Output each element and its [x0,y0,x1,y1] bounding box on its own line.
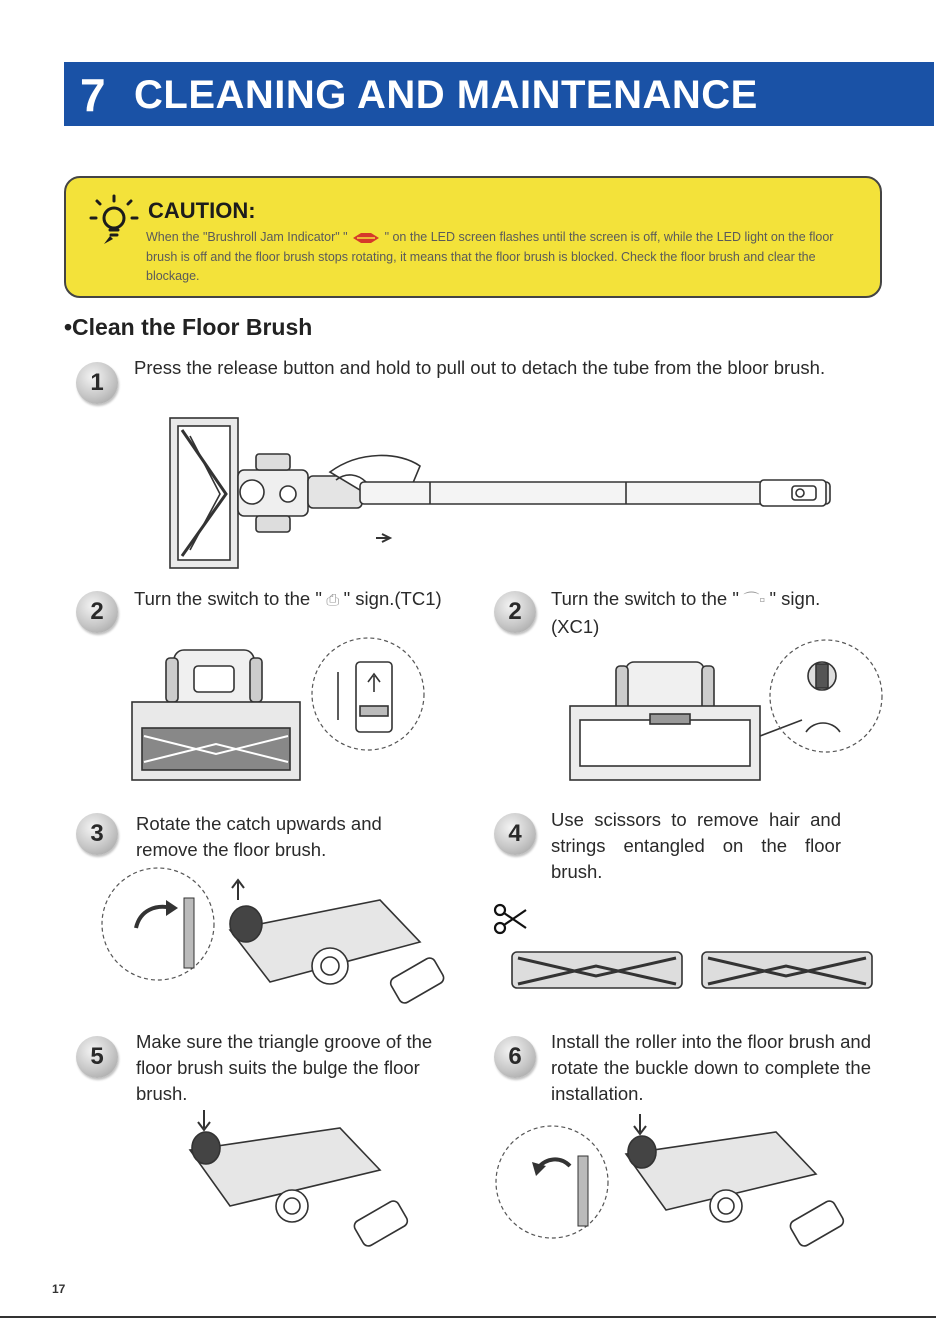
remove-floor-brush-illustration [100,870,460,1020]
step-badge-2-tc1: 2 [76,591,118,633]
section-title: •Clean the Floor Brush [64,314,313,340]
step-2-xc1-text: Turn the switch to the " ⌒▫ " sign.(XC1) [551,588,821,637]
caution-text: When the "Brushroll Jam Indicator" " " on the LED screen flashes until the screen is off, while the LED light on the floor brush is off and the floor brush stops rotating, it means that the floor brush is blocked. Check the floor brush and clear the blockage. [146,230,834,283]
install-roller-illustration [494,1110,854,1260]
chapter-title: CLEANING AND MAINTENANCE [134,73,758,117]
step-badge-6: 6 [494,1036,536,1078]
step-3-text: Rotate the catch upwards and remove the floor brush. [136,813,382,860]
caution-box [64,176,882,298]
step-1-text: Press the release button and hold to pull out to detach the tube from the bloor brush. [134,357,826,378]
tc1-floor-brush-switch-illustration [128,636,438,786]
lightbulb-icon [88,192,140,248]
caution-title: CAUTION: [148,198,256,223]
step-2-tc1-text: Turn the switch to the " ⎙ " sign.(TC1) [134,588,442,609]
chapter-number: 7 [80,69,106,121]
switch-position-icon: ⌒▫ [738,592,770,609]
scissors-icon [495,905,526,933]
roller-cleaning-illustration [492,900,882,995]
bottom-rule [0,1316,936,1318]
step-badge-5: 5 [76,1036,118,1078]
align-triangle-groove-illustration [180,1106,420,1256]
xc1-floor-brush-switch-illustration [566,636,886,786]
step-4-text: Use scissors to remove hair and strings entangled on the floor brush. [551,809,841,882]
brushroll-jam-icon [351,232,381,244]
step-badge-3: 3 [76,813,118,855]
switch-position-icon: ⎙ [321,592,344,609]
step-badge-1: 1 [76,362,118,404]
step-6-text: Install the roller into the floor brush and rotate the buckle down to complete the installation. [551,1031,871,1104]
chapter-header [64,62,934,126]
step-badge-4: 4 [494,813,536,855]
floor-brush-tube-illustration [160,410,840,580]
page-number: 17 [52,1282,66,1296]
step-5-text: Make sure the triangle groove of the floor brush suits the bulge the floor brush. [136,1031,433,1104]
step-badge-2-xc1: 2 [494,591,536,633]
